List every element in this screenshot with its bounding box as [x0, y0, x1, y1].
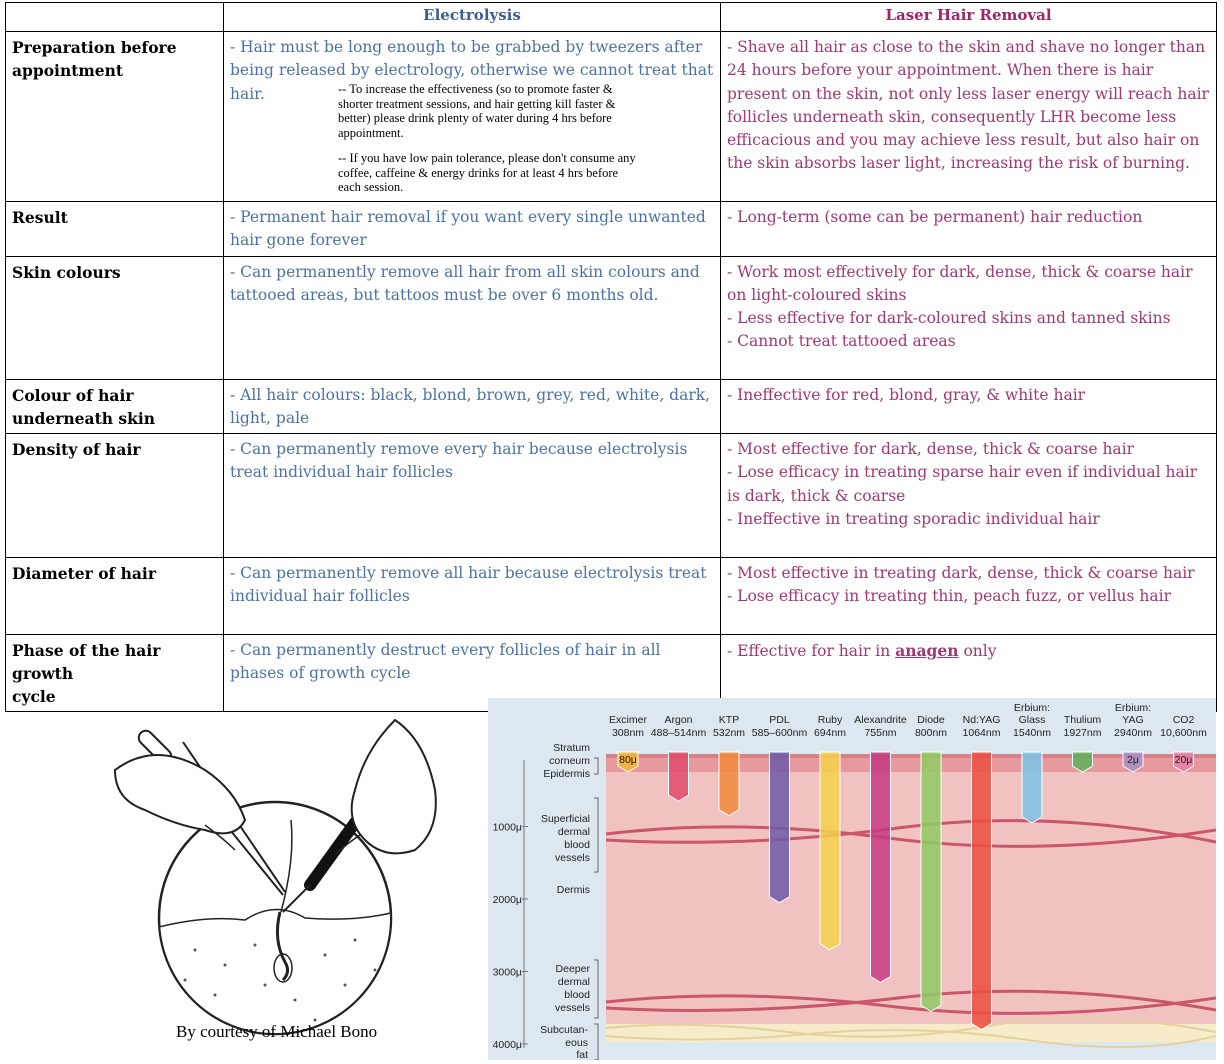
- laser-wavelength-label: 2940nm: [1114, 727, 1152, 739]
- epidermis-label: Epidermis: [543, 768, 590, 780]
- laser-bar-pdl: [770, 752, 790, 903]
- laser-name-label: Alexandrite: [854, 714, 907, 726]
- electrolysis-cell: - Can permanently destruct every follicles of hair in all phases of growth cycle: [224, 635, 721, 712]
- laser-cell: [721, 256, 1217, 379]
- laser-cell: [721, 434, 1217, 558]
- deeper-label: Deeper: [555, 963, 590, 975]
- laser-bar-ktp: [719, 752, 739, 816]
- laser-name-label: Argon: [664, 714, 693, 726]
- electrolysis-cell: - Permanent hair removal if you want every single unwanted hair gone forever: [224, 202, 721, 257]
- table-row: [6, 558, 1217, 635]
- laser-spot-label: 2μ: [1127, 754, 1139, 766]
- subcut-label: Subcutan-: [540, 1024, 588, 1036]
- depth-tick-label: 4000μ: [492, 1039, 522, 1051]
- subcut-label: fat: [576, 1049, 588, 1060]
- laser-text-before: - Effective for hair in: [727, 642, 896, 661]
- laser-line: - Cannot treat tattooed areas: [727, 332, 956, 351]
- laser-bar-ruby: [820, 752, 840, 950]
- topic-line: Colour of hair: [12, 385, 134, 405]
- table-row: [6, 379, 1217, 434]
- laser-name-label: Erbium:: [1013, 702, 1051, 714]
- laser-cell: - Long-term (some can be permanent) hair reduction: [721, 202, 1217, 257]
- laser-depth-figure: [488, 698, 1216, 1060]
- superficial-label: blood: [564, 839, 590, 851]
- dermis-label: Dermis: [556, 884, 590, 896]
- laser-bar-diode: [921, 752, 941, 1011]
- superficial-label: Superficial: [540, 813, 590, 825]
- laser-bar-erbium-glass: [1022, 752, 1042, 823]
- laser-wavelength-label: 488–514nm: [650, 727, 707, 739]
- laser-wavelength-label: 1540nm: [1013, 727, 1051, 739]
- row-topic: [6, 32, 224, 202]
- row-topic: Result: [6, 202, 224, 257]
- electrolysis-illustration: [95, 700, 465, 1050]
- laser-wavelength-label: 308nm: [611, 727, 645, 739]
- row-topic: [6, 379, 224, 434]
- deeper-label: blood: [564, 989, 590, 1001]
- anagen-highlight: anagen: [895, 641, 959, 661]
- topic-line: cycle: [12, 687, 56, 707]
- electrolysis-cell: - Can permanently remove every hair because electrolysis treat individual hair follicles: [224, 434, 721, 558]
- laser-wavelength-label: 532nm: [712, 727, 746, 739]
- skin-layer: [606, 754, 1216, 1042]
- subcut-label: eous: [565, 1037, 588, 1049]
- stratum-label: Stratum: [553, 742, 590, 754]
- illustration-caption: By courtesy of Michael Bono: [176, 1022, 378, 1041]
- laser-name-label: KTP: [718, 714, 740, 726]
- deeper-label: vessels: [554, 1002, 590, 1014]
- electrolysis-cell: - Can permanently remove all hair from all skin colours and tattooed areas, but tattoos must be over 6 months old.: [224, 256, 721, 379]
- laser-name-label: Nd:YAG: [962, 714, 1001, 726]
- laser-wavelength-label: 1064nm: [962, 727, 1001, 739]
- laser-text-after: only: [958, 642, 997, 661]
- laser-name-label: Glass: [1018, 714, 1046, 726]
- laser-wavelength-label: 585–600nm: [751, 727, 808, 739]
- laser-line: - Lose efficacy in treating sparse hair even if individual hair is dark, thick & coarse: [727, 463, 1198, 505]
- laser-cell: - Ineffective for red, blond, gray, & white hair: [721, 379, 1217, 434]
- topic-line: underneath skin: [12, 408, 156, 428]
- laser-name-label: Erbium:: [1114, 702, 1152, 714]
- header-topic: [6, 3, 224, 32]
- deeper-label: dermal: [557, 976, 590, 988]
- note-caffeine: -- If you have low pain tolerance, please don't consume any coffee, caffeine & energy drinks for at least 4 hrs before each session.: [338, 151, 636, 194]
- table-row: [6, 202, 1217, 257]
- row-topic: Skin colours: [6, 256, 224, 379]
- laser-line: - Lose efficacy in treating thin, peach fuzz, or vellus hair: [727, 587, 1172, 606]
- electrolysis-text: - Hair must be long enough to be grabbed by tweezers after being released by electrology, otherwise we cannot treat that hair.: [230, 38, 714, 103]
- laser-name-label: Thulium: [1063, 714, 1102, 726]
- laser-name-label: YAG: [1122, 714, 1144, 726]
- table-header-row: [6, 3, 1217, 32]
- laser-line: - Work most effectively for dark, dense, thick & coarse hair on light-coloured skins: [727, 262, 1193, 304]
- topic-line: appointment: [12, 61, 124, 80]
- superficial-label: vessels: [554, 852, 590, 864]
- laser-spot-label: 80μ: [619, 754, 637, 766]
- laser-bar-alexandrite: [871, 752, 891, 982]
- laser-spot-label: 20μ: [1174, 754, 1193, 766]
- table-row: [6, 32, 1217, 202]
- depth-tick-label: 2000μ: [492, 894, 522, 906]
- laser-bar-nd-yag: [972, 752, 992, 1030]
- electrolysis-cell: - All hair colours: black, blond, brown, grey, red, white, dark, light, pale: [224, 379, 721, 434]
- row-topic: Diameter of hair: [6, 558, 224, 635]
- electrolysis-note: [338, 82, 638, 195]
- laser-name-label: Excimer: [609, 714, 647, 726]
- laser-wavelength-label: 10,600nm: [1160, 727, 1207, 739]
- laser-cell: [721, 32, 1217, 202]
- laser-wavelength-label: 1927nm: [1063, 727, 1102, 739]
- note-water: -- To increase the effectiveness (so to promote faster & shorter treatment sessions, and hair getting kill faster & better) please drink plenty of water during 4 hrs before appointment.: [338, 82, 616, 140]
- laser-name-label: PDL: [769, 714, 790, 726]
- topic-line: Preparation before: [12, 38, 177, 57]
- table-row: [6, 256, 1217, 379]
- stratum-label: corneum: [549, 755, 590, 767]
- laser-bar-argon: [669, 752, 689, 801]
- laser-wavelength-label: 694nm: [813, 727, 847, 739]
- laser-line: - Most effective in treating dark, dense, thick & coarse hair: [727, 564, 1195, 583]
- topic-line: Phase of the hair growth: [12, 641, 161, 684]
- laser-line: - Less effective for dark-coloured skins and tanned skins: [727, 309, 1171, 328]
- laser-wavelength-label: 755nm: [864, 727, 897, 739]
- depth-tick-label: 3000μ: [492, 966, 522, 979]
- laser-line: - Ineffective in treating sporadic individual hair: [727, 510, 1100, 529]
- header-laser: Laser Hair Removal: [721, 3, 1217, 32]
- table-row: [6, 434, 1217, 558]
- header-electrolysis: Electrolysis: [224, 3, 721, 32]
- depth-tick-label: 1000μ: [492, 821, 522, 834]
- electrolysis-cell: - Can permanently remove all hair because electrolysis treat individual hair follicles: [224, 558, 721, 635]
- superficial-label: dermal: [557, 826, 590, 838]
- laser-name-label: Diode: [917, 714, 945, 726]
- comparison-table: [5, 2, 1217, 712]
- laser-wavelength-label: 800nm: [914, 727, 948, 739]
- laser-text: - Shave all hair as close to the skin and shave no longer than 24 hours before your appointment. When there is hair present on the skin, not only less laser energy will reach hair follicles underneath skin, consequently LHR become less efficacious and you may achieve less result, but also hair on the skin absorbs laser light, increasing the risk of burning.: [727, 38, 1209, 173]
- laser-cell: [721, 558, 1217, 635]
- laser-name-label: Ruby: [817, 714, 843, 726]
- electrolysis-cell: [224, 32, 721, 202]
- laser-line: - Most effective for dark, dense, thick & coarse hair: [727, 440, 1135, 459]
- laser-name-label: CO2: [1172, 714, 1195, 726]
- row-topic: Density of hair: [6, 434, 224, 558]
